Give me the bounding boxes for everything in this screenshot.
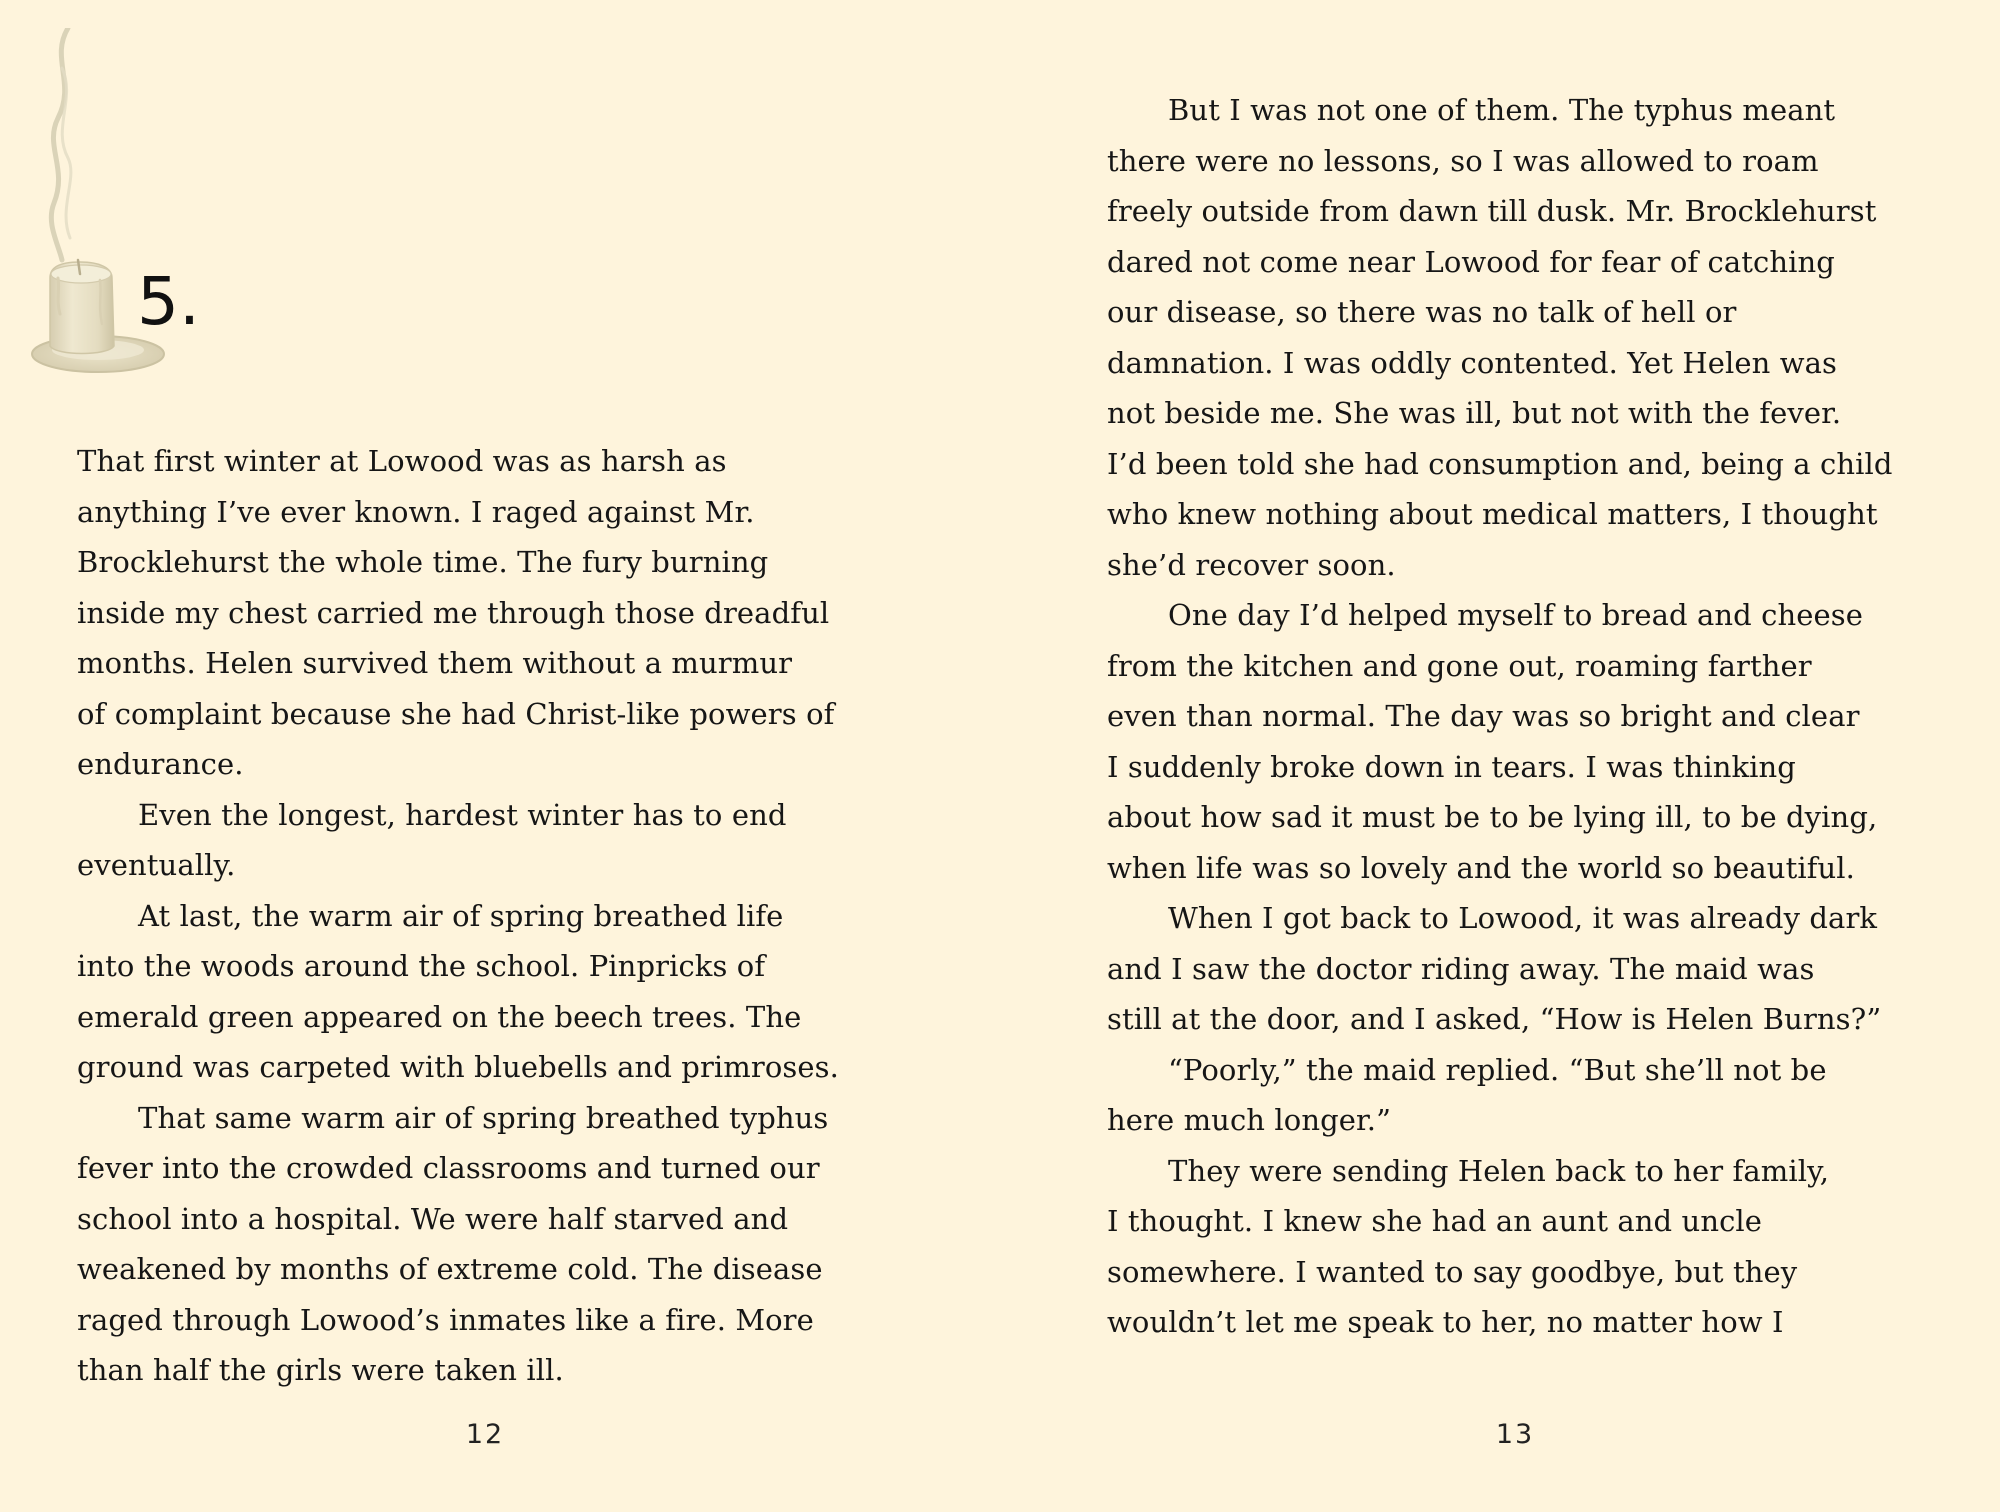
text-line: raged through Lowood’s inmates like a fire. More <box>77 1302 814 1337</box>
text-line: wouldn’t let me speak to her, no matter how I <box>1107 1305 1784 1339</box>
text-line: even than normal. The day was so bright and clear <box>1107 699 1860 733</box>
text-line: Brocklehurst the whole time. The fury burning <box>77 545 769 579</box>
text-line: of complaint because she had Christ-like powers of <box>77 696 835 731</box>
text-line: into the woods around the school. Pinpricks of <box>77 949 766 983</box>
text-line: anything I’ve ever known. I raged against Mr. <box>77 494 755 529</box>
text-line: still at the door, and I asked, “How is Helen Burns?” <box>1107 1002 1882 1036</box>
page-number-left: 12 <box>465 1419 505 1450</box>
text-line: our disease, so there was no talk of hell or <box>1107 295 1737 329</box>
text-line: weakened by months of extreme cold. The disease <box>77 1252 823 1286</box>
text-line: But I was not one of them. The typhus meant <box>1168 93 1836 127</box>
text-line: when life was so lovely and the world so beautiful. <box>1107 850 1855 885</box>
text-line: freely outside from dawn till dusk. Mr. Brocklehurst <box>1107 194 1877 228</box>
text-line: One day I’d helped myself to bread and cheese <box>1168 598 1864 632</box>
text-line: than half the girls were taken ill. <box>77 1353 564 1387</box>
text-line: eventually. <box>77 848 236 882</box>
chapter-number: 5. <box>137 263 200 340</box>
text-line: emerald green appeared on the beech trees. The <box>77 999 802 1034</box>
text-line: That same warm air of spring breathed typhus <box>138 1100 829 1135</box>
page-number-right: 13 <box>1495 1419 1535 1450</box>
right-page-text <box>1107 85 1937 1348</box>
text-line: That first winter at Lowood was as harsh as <box>77 444 727 478</box>
text-line: who knew nothing about medical matters, I thought <box>1107 497 1878 531</box>
text-line: Even the longest, hardest winter has to end <box>138 797 787 832</box>
text-line: and I saw the doctor riding away. The maid was <box>1107 951 1815 986</box>
text-line: fever into the crowded classrooms and turned our <box>77 1151 820 1185</box>
text-line: At last, the warm air of spring breathed life <box>138 898 784 933</box>
text-line: there were no lessons, so I was allowed to roam <box>1107 143 1819 178</box>
text-line: here much longer.” <box>1107 1103 1392 1137</box>
text-line: she’d recover soon. <box>1107 547 1396 582</box>
text-line: not beside me. She was ill, but not with the fever. <box>1107 396 1842 430</box>
text-line: They were sending Helen back to her family, <box>1168 1153 1830 1188</box>
text-line: When I got back to Lowood, it was already dark <box>1168 901 1878 935</box>
text-line: ground was carpeted with bluebells and primroses. <box>77 1050 839 1084</box>
right-page <box>1000 0 2000 1512</box>
left-page-text <box>77 436 907 1396</box>
text-line: about how sad it must be to be lying ill, to be dying, <box>1107 800 1878 834</box>
text-line: from the kitchen and gone out, roaming farther <box>1107 648 1812 683</box>
text-line: months. Helen survived them without a murmur <box>77 646 793 680</box>
text-line: I’d been told she had consumption and, being a child <box>1107 446 1893 481</box>
text-line: I thought. I knew she had an aunt and uncle <box>1107 1204 1763 1238</box>
text-line: school into a hospital. We were half starved and <box>77 1201 789 1236</box>
text-line: dared not come near Lowood for fear of catching <box>1107 244 1835 279</box>
text-line: inside my chest carried me through those dreadful <box>77 595 830 630</box>
text-line: damnation. I was oddly contented. Yet Helen was <box>1107 345 1837 380</box>
text-line: “Poorly,” the maid replied. “But she’ll not be <box>1168 1052 1827 1087</box>
text-line: somewhere. I wanted to say goodbye, but they <box>1107 1254 1798 1289</box>
text-line: I suddenly broke down in tears. I was thinking <box>1107 749 1796 784</box>
text-line: endurance. <box>77 747 244 781</box>
